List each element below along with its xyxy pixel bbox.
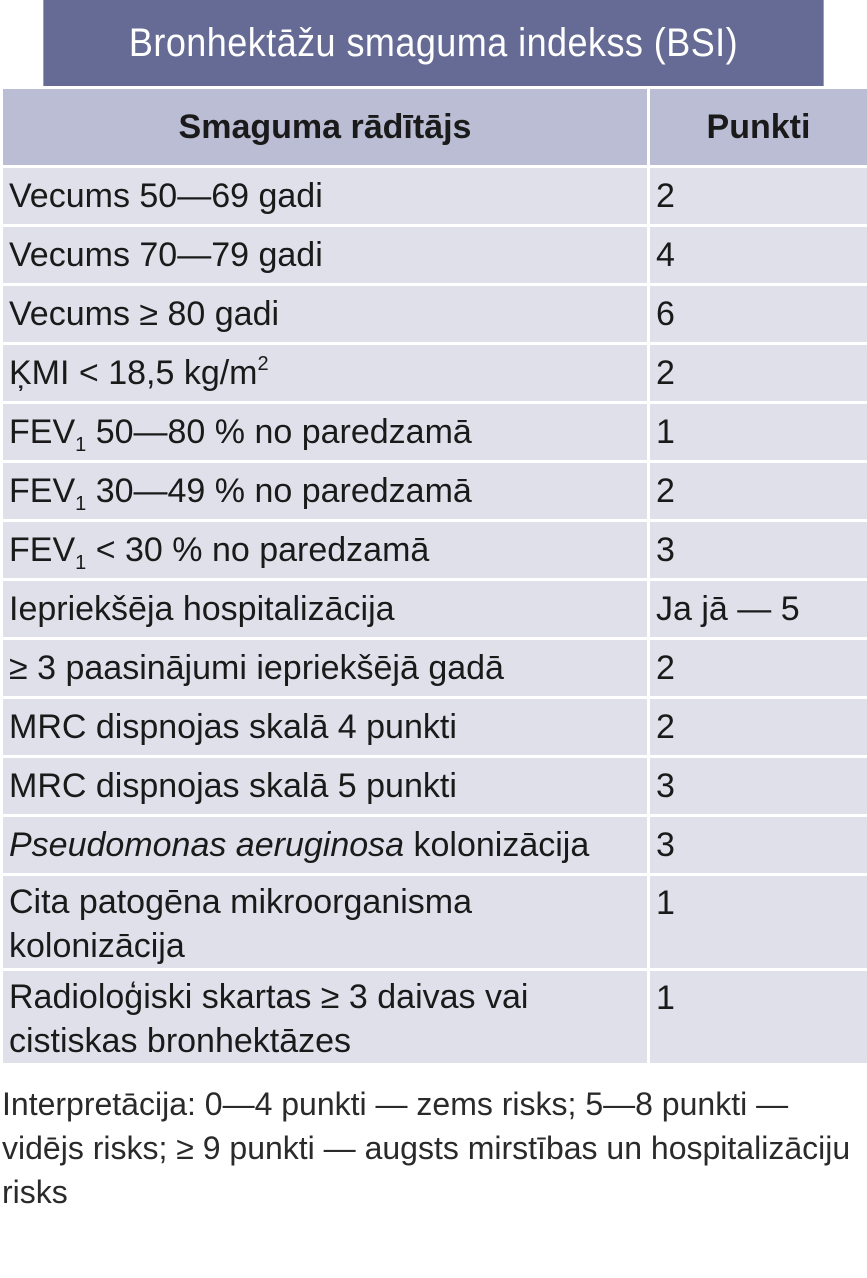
table-row <box>2 580 867 639</box>
row-label: Iepriekšēja hospitalizācija <box>2 580 649 639</box>
table-row <box>2 167 867 226</box>
table-row <box>2 757 867 816</box>
row-label-subscript: 1 <box>75 493 87 515</box>
row-label-pre: FEV <box>9 413 76 451</box>
row-points: Ja jā — 5 <box>649 580 867 639</box>
table-title: Bronhektāžu smaguma indekss (BSI) <box>43 0 823 86</box>
row-label: Cita patogēna mikroorganisma kolonizācija <box>2 875 649 970</box>
row-points: 6 <box>649 285 867 344</box>
row-points: 3 <box>649 757 867 816</box>
row-label-superscript: 2 <box>257 353 269 375</box>
row-label: Vecums ≥ 80 gadi <box>2 285 649 344</box>
table-row <box>2 875 867 970</box>
table-row <box>2 226 867 285</box>
row-points: 2 <box>649 344 867 403</box>
row-label-pre: FEV <box>9 531 76 569</box>
row-label-post: 30—49 % no paredzamā <box>86 472 472 510</box>
row-label: ≥ 3 paasinājumi iepriekšējā gadā <box>2 639 649 698</box>
row-label: MRC dispnojas skalā 4 punkti <box>2 698 649 757</box>
row-points: 2 <box>649 462 867 521</box>
row-label: MRC dispnojas skalā 5 punkti <box>2 757 649 816</box>
table-row <box>2 344 867 403</box>
row-label-subscript: 1 <box>75 552 87 574</box>
table-row <box>2 816 867 875</box>
row-points: 2 <box>649 639 867 698</box>
table-row <box>2 285 867 344</box>
row-points: 2 <box>649 698 867 757</box>
row-points: 3 <box>649 521 867 580</box>
row-points: 1 <box>649 970 867 1065</box>
row-label: Radioloģiski skartas ≥ 3 daivas vai cistiskas bronhektāzes <box>2 970 649 1065</box>
column-header-indicator: Smaguma rādītājs <box>2 88 649 167</box>
row-points: 4 <box>649 226 867 285</box>
table-row <box>2 521 867 580</box>
row-label <box>2 816 649 875</box>
row-label-post: < 30 % no paredzamā <box>86 531 430 569</box>
row-label-post: kolonizācija <box>404 826 590 864</box>
row-points: 1 <box>649 875 867 970</box>
row-label-subscript: 1 <box>75 434 87 456</box>
row-label-pre: FEV <box>9 472 76 510</box>
table-row <box>2 698 867 757</box>
interpretation-note: Interpretācija: 0—4 punkti — zems risks; 5—8 punkti — vidējs risks; ≥ 9 punkti — augsts mirstības un hospitalizāciju risks <box>2 1086 851 1210</box>
row-label <box>2 462 649 521</box>
row-label <box>2 521 649 580</box>
row-label <box>2 403 649 462</box>
row-label <box>2 344 649 403</box>
column-header-points: Punkti <box>649 88 867 167</box>
row-label: Vecums 70—79 gadi <box>2 226 649 285</box>
row-points: 1 <box>649 403 867 462</box>
table-row <box>2 403 867 462</box>
row-label-italic: Pseudomonas aeruginosa <box>9 826 405 864</box>
bsi-table <box>0 86 867 1066</box>
table-header-row <box>2 88 867 167</box>
row-points: 2 <box>649 167 867 226</box>
row-label-post: 50—80 % no paredzamā <box>86 413 472 451</box>
row-points: 3 <box>649 816 867 875</box>
table-row <box>2 462 867 521</box>
row-label: Vecums 50—69 gadi <box>2 167 649 226</box>
row-label-main: ĶMI < 18,5 kg/m <box>9 354 258 392</box>
table-row <box>2 970 867 1065</box>
table-row <box>2 639 867 698</box>
